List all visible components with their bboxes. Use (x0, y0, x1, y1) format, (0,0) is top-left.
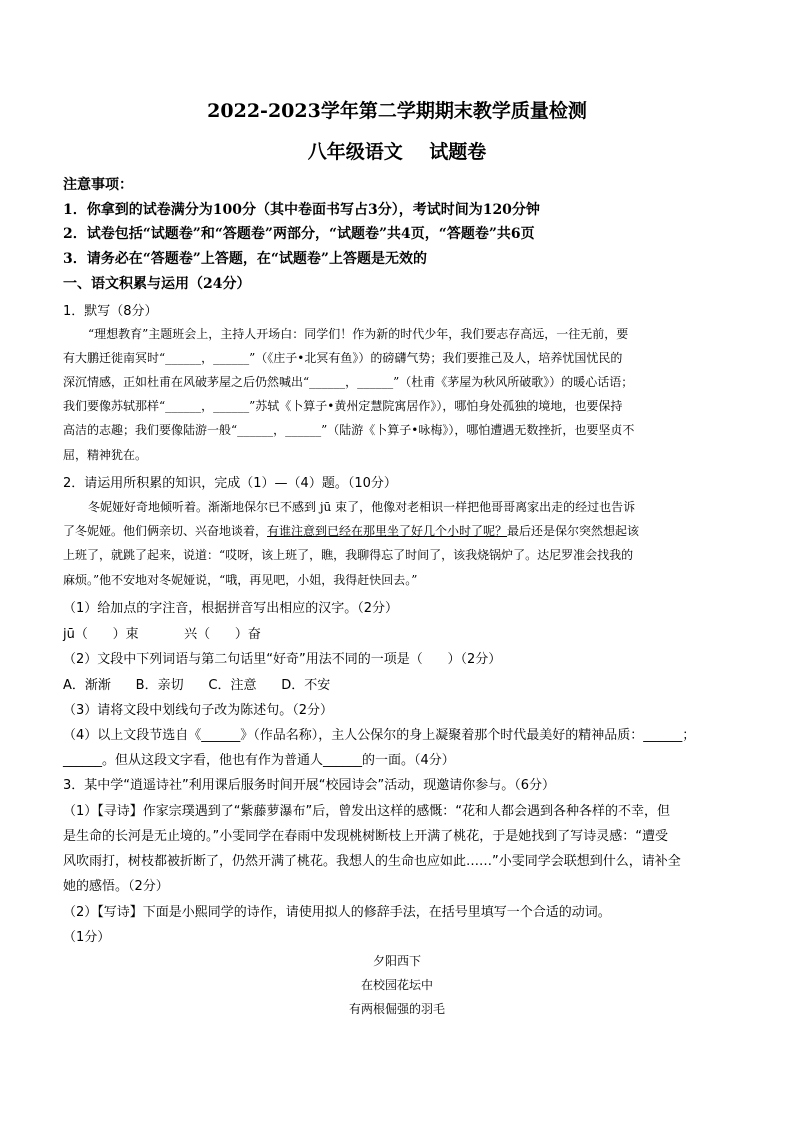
q3-sub1-line: 风吹雨打，树枝都被折断了，仍然开满了桃花。我想人的生命也应如此……”小雯同学会联想到什么，请补全 (63, 854, 681, 869)
q2-passage-line: 上班了，就跳了起来，说道：“哎呀，该上班了，瞧，我聊得忘了时间了，该我烧锅炉了。达尼罗准会找我的 (63, 548, 634, 562)
q2-passage-line (63, 522, 639, 539)
notice-heading: 注意事项： (63, 177, 133, 193)
poem-line: 在校园花坛中 (360, 978, 433, 992)
q2-sub4: ______。但从这段文字看，他也有作为普通人______的一面。（4分） (63, 753, 455, 768)
exam-subtitle: 八年级语文 试题卷 (307, 141, 487, 163)
section-heading: 一、语文积累与运用（24分） (63, 276, 251, 292)
passage-text: 了冬妮娅。他们俩亲切、兴奋地谈着， (63, 524, 268, 538)
q1-line: 我们要像苏轼那样“______，______”苏轼《卜算子•黄州定慧院寓居作》），哪怕身处孤独的境地，也要保持 (63, 399, 623, 413)
q2-passage-line: 麻烦。”他不安地对冬妮娅说，“哦，再见吧，小姐，我得赶快回去。” (63, 573, 418, 587)
q3-sub2-line: （1分） (63, 930, 111, 945)
q3-label: 3．某中学“逍遥诗社”利用课后服务时间开展“校园诗会”活动，现邀请你参与。（6分） (63, 778, 555, 793)
q1-line: 有大鹏迁徙南冥时“______，______”（《庄子•北冥有鱼》）的磅礴气势；我们要推己及人，培养忧国忧民的 (63, 351, 623, 365)
q2-sub2-options: A．渐渐 B．亲切 C．注意 D．不安 (63, 678, 331, 693)
q1-line: 高洁的志趣；我们要像陆游一般“______，______”（陆游《卜算子•咏梅》），哪怕遭遇无数挫折，也要坚贞不 (63, 423, 635, 437)
q2-passage-line: 冬妮娅好奇地倾听着。渐渐地保尔已不感到 jū 束了，他像对老相识一样把他哥哥离家出走的经过也告诉 (88, 500, 636, 514)
notice-item-3: 3．请务必在“答题卷”上答题，在“试题卷”上答题是无效的 (63, 251, 427, 267)
notice-item-1: 1．你拿到的试卷满分为100分（其中卷面书写占3分），考试时间为120分钟 (63, 202, 540, 218)
underlined-sentence: 有谁注意到已经在那里坐了好几个小时了呢？ (267, 524, 508, 538)
q3-sub1-line: 是生命的长河是无止境的。”小雯同学在春雨中发现桃树断枝上开满了桃花，于是她找到了写诗灵感：“遭受 (63, 829, 668, 844)
q2-sub2: （2）文段中下列词语与第二句话里“好奇”用法不同的一项是（ ）（2分） (63, 652, 502, 667)
q1-line: 深沉情感，正如杜甫在风破茅屋之后仍然喊出“______，______”（杜甫《茅屋为秋风所破歌》）的暖心话语； (63, 375, 634, 389)
q1-line: “理想教育”主题班会上，主持人开场白：同学们！作为新的时代少年，我们要志存高远，一往无前，要 (88, 327, 629, 341)
q1-label: 1．默写（8分） (63, 304, 158, 319)
q3-sub1-line: （1）【寻诗】作家宗璞遇到了“紫藤萝瀑布”后，曾发出这样的感慨：“花和人都会遇到各种各样的不幸，但 (63, 804, 670, 819)
q3-sub2-line: （2）【写诗】下面是小熙同学的诗作，请使用拟人的修辞手法，在括号里填写一个合适的动词。 (63, 905, 611, 920)
exam-title: 2022-2023学年第二学期期末教学质量检测 (207, 100, 587, 122)
q2-sub1: （1）给加点的字注音，根据拼音写出相应的汉字。（2分） (63, 601, 399, 616)
poem-line: 夕阳西下 (372, 954, 421, 968)
q2-sub1-fill: jū（ ）束 兴（ ）奋 (63, 627, 261, 642)
notice-item-2: 2．试卷包括“试题卷”和“答题卷”两部分，“试题卷”共4页，“答题卷”共6页 (63, 226, 535, 242)
q3-sub1-line: 她的感悟。（2分） (63, 879, 169, 894)
q2-sub3: （3）请将文段中划线句子改为陈述句。（2分） (63, 703, 334, 718)
q2-label: 2．请运用所积累的知识，完成（1）—（4）题。（10分） (63, 476, 397, 491)
poem-line: 有两根倔强的羽毛 (348, 1002, 445, 1016)
passage-text: 最后还是保尔突然想起该 (507, 524, 640, 538)
q2-sub4: （4）以上文段节选自《______》（作品名称），主人公保尔的身上凝聚着那个时代最美好的精神品质：______； (63, 728, 696, 743)
q1-line: 屈，精神犹在。 (63, 448, 148, 462)
